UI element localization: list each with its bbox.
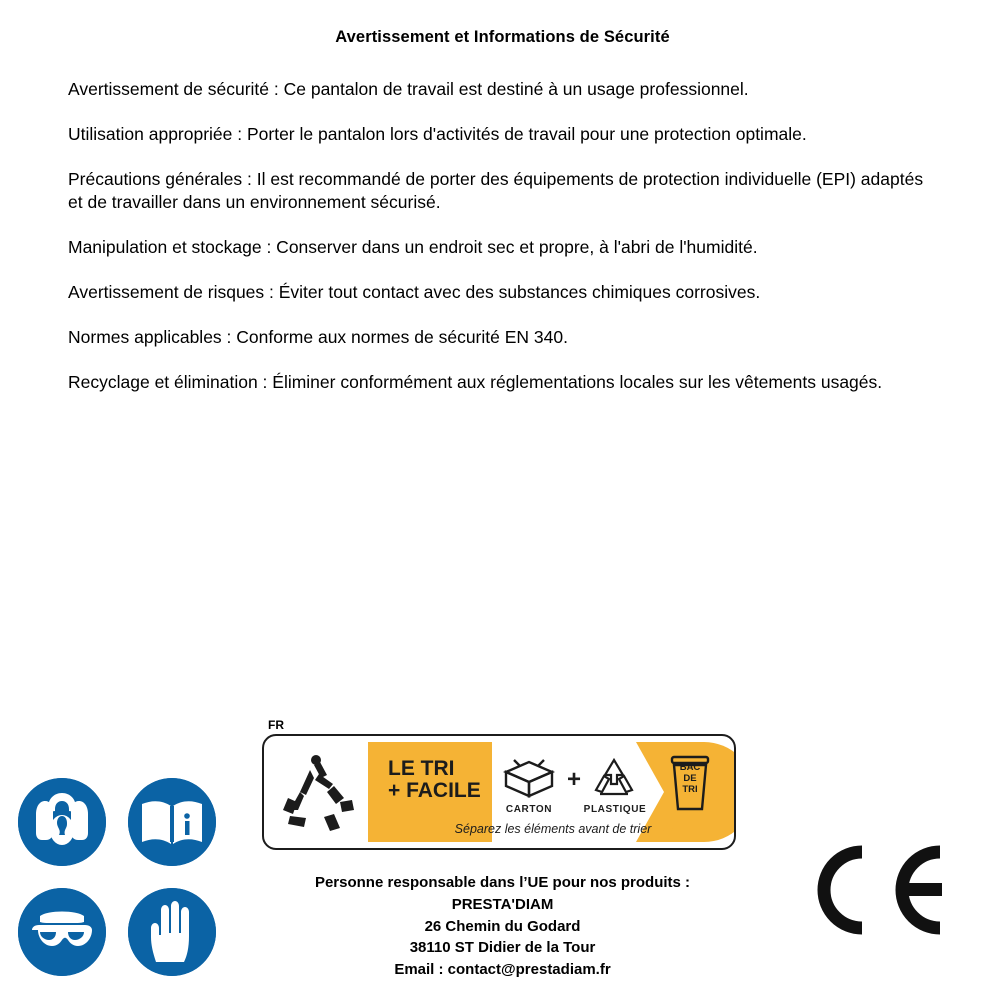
page-title: Avertissement et Informations de Sécurité [335,28,670,46]
footer-responsible-suffix: pour nos produits : [548,874,691,891]
footer-city: 38110 ST Didier de la Tour [409,939,596,957]
footer-responsible-prefix: Personne responsable dans l’ [314,874,528,891]
bin-label-line3: TRI [682,784,698,796]
bin-label-line1: BAC [679,762,701,773]
triman-recycling-banner [262,718,732,848]
carton-label: CARTON [505,804,553,815]
paragraph-risk-warning: Avertissement de risques : Éviter tout contact avec des substances chimiques corrosives. [68,281,761,302]
plastic-recycle-icon [586,754,642,802]
plus-sign: + [566,766,581,793]
carton-icon [498,754,560,802]
paragraph-applicable-standards: Normes applicables : Conforme aux normes de sécurité EN 340. [68,326,568,347]
footer-responsible-region: UE [527,874,549,891]
responsible-person-footer [0,872,1005,981]
footer-company: PRESTA'DIAM [451,895,554,913]
footer-street: 26 Chemin du Godard [424,917,581,935]
plastique-label: PLASTIQUE [583,804,647,815]
safety-information-text [68,78,940,415]
bin-label [662,762,718,796]
locale-label: FR [268,718,284,732]
footer-email: Email : contact@prestadiam.fr [394,961,611,978]
paragraph-general-precautions: Précautions générales : Il est recommandé de porter des équipements de protection individuelle (EPI) adaptés et de travailler dans un environnement sécurisé. [68,168,924,213]
paragraph-recycling-disposal: Recyclage et élimination : Éliminer conformément aux réglementations locales sur les vêtements usagés. [68,371,883,392]
paragraph-proper-use: Utilisation appropriée : Porter le pantalon lors d'activités de travail pour une protection optimale. [68,123,807,144]
banner-headline [388,758,488,803]
banner-headline-line1: LE TRI [388,757,455,780]
read-instructions-icon [128,778,216,866]
bin-label-line2: DE [683,773,697,785]
ear-protection-icon [18,778,106,866]
banner-footnote: Séparez les éléments avant de trier [454,822,652,836]
footer-line-responsible [0,872,1005,894]
paragraph-safety-warning: Avertissement de sécurité : Ce pantalon de travail est destiné à un usage professionnel. [68,79,749,99]
banner-headline-line2: + FACILE [388,779,481,803]
paragraph-handling-storage: Manipulation et stockage : Conserver dans un endroit sec et propre, à l'abri de l'humidité. [68,237,758,258]
